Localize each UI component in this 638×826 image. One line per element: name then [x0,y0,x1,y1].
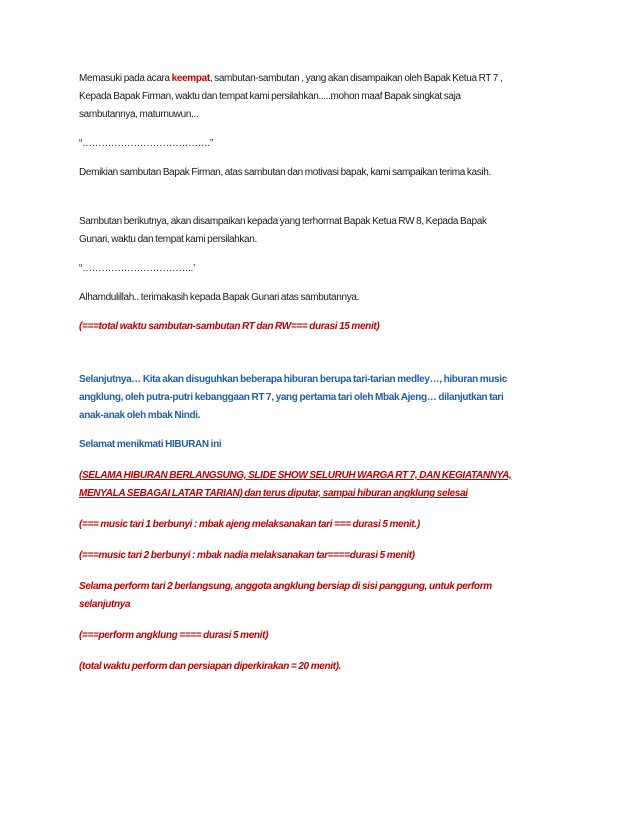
entertainment-line-3: anak-anak oleh mbak Nindi. [79,410,201,421]
opening-line-2: Kepada Bapak Firman, waktu dan tempat kami persilahkan.....mohon maaf Bapak singkat saja [79,91,461,102]
paragraph-opening [79,70,569,124]
paragraph-entertainment-intro [79,371,569,425]
opening-text-post: , sambutan-sambutan , yang akan disampaikan oleh Bapak Ketua RT 7 , [209,73,503,84]
paragraph-enjoy: Selamat menikmati HIBURAN ini [79,439,222,450]
entertainment-line-1: Selanjutnya… Kita akan disuguhkan beberapa hiburan berupa tari-tarian medley…, hiburan music [79,374,507,385]
quote-placeholder-1: “………………………………….” [79,138,213,149]
note-total-duration: (total waktu perform dan persiapan diperkirakan = 20 menit). [79,661,342,672]
angklung-prep-line-1: Selama perform tari 2 berlangsung, anggota angklung bersiap di sisi panggung, untuk perform [79,581,492,592]
document-page [79,70,569,676]
rw-speech-line-2: Gunari, waktu dan tempat kami persilahkan. [79,234,257,245]
note-angklung-duration: (===perform angklung ==== durasi 5 menit) [79,630,269,641]
highlight-keempat: keempat [171,73,210,84]
quote-placeholder-2: “……………………………..’ [79,263,195,274]
opening-line-3: sambutannya, maturnuwun... [79,109,199,120]
note-music-dance-1: (=== music tari 1 berbunyi : mbak ajeng melaksanakan tari === durasi 5 menit.) [79,519,420,530]
rw-speech-line-1: Sambutan berikutnya, akan disampaikan kepada yang terhormat Bapak Ketua RW 8, Kepada Bapak [79,216,487,227]
note-angklung-prep [79,578,569,614]
paragraph-thanks-gunari: Alhamdulillah.. terimakasih kepada Bapak Gunari atas sambutannya. [79,292,359,303]
opening-text-pre: Memasuki pada acara [79,73,172,84]
angklung-prep-line-2: selanjutnya [79,599,131,610]
slideshow-line-2: MENYALA SEBAGAI LATAR TARIAN) dan terus diputar, sampai hiburan angklung selesai [79,488,468,499]
paragraph-rw-speech [79,213,569,249]
note-music-dance-2: (===music tari 2 berbunyi : mbak nadia melaksanakan tar====durasi 5 menit) [79,550,415,561]
paragraph-thanks-firman: Demikian sambutan Bapak Firman, atas sambutan dan motivasi bapak, kami sampaikan terima kasih. [79,167,491,178]
slideshow-line-1: (SELAMA HIBURAN BERLANGSUNG, SLIDE SHOW SELURUH WARGA RT 7, DAN KEGIATANNYA, [79,470,512,481]
duration-note-speeches: (===total waktu sambutan-sambutan RT dan RW=== durasi 15 menit) [79,321,380,332]
note-slideshow [79,467,569,503]
entertainment-line-2: angklung, oleh putra-putri kebanggaan RT 7, yang pertama tari oleh Mbak Ajeng… dilanjutkan tari [79,392,504,403]
